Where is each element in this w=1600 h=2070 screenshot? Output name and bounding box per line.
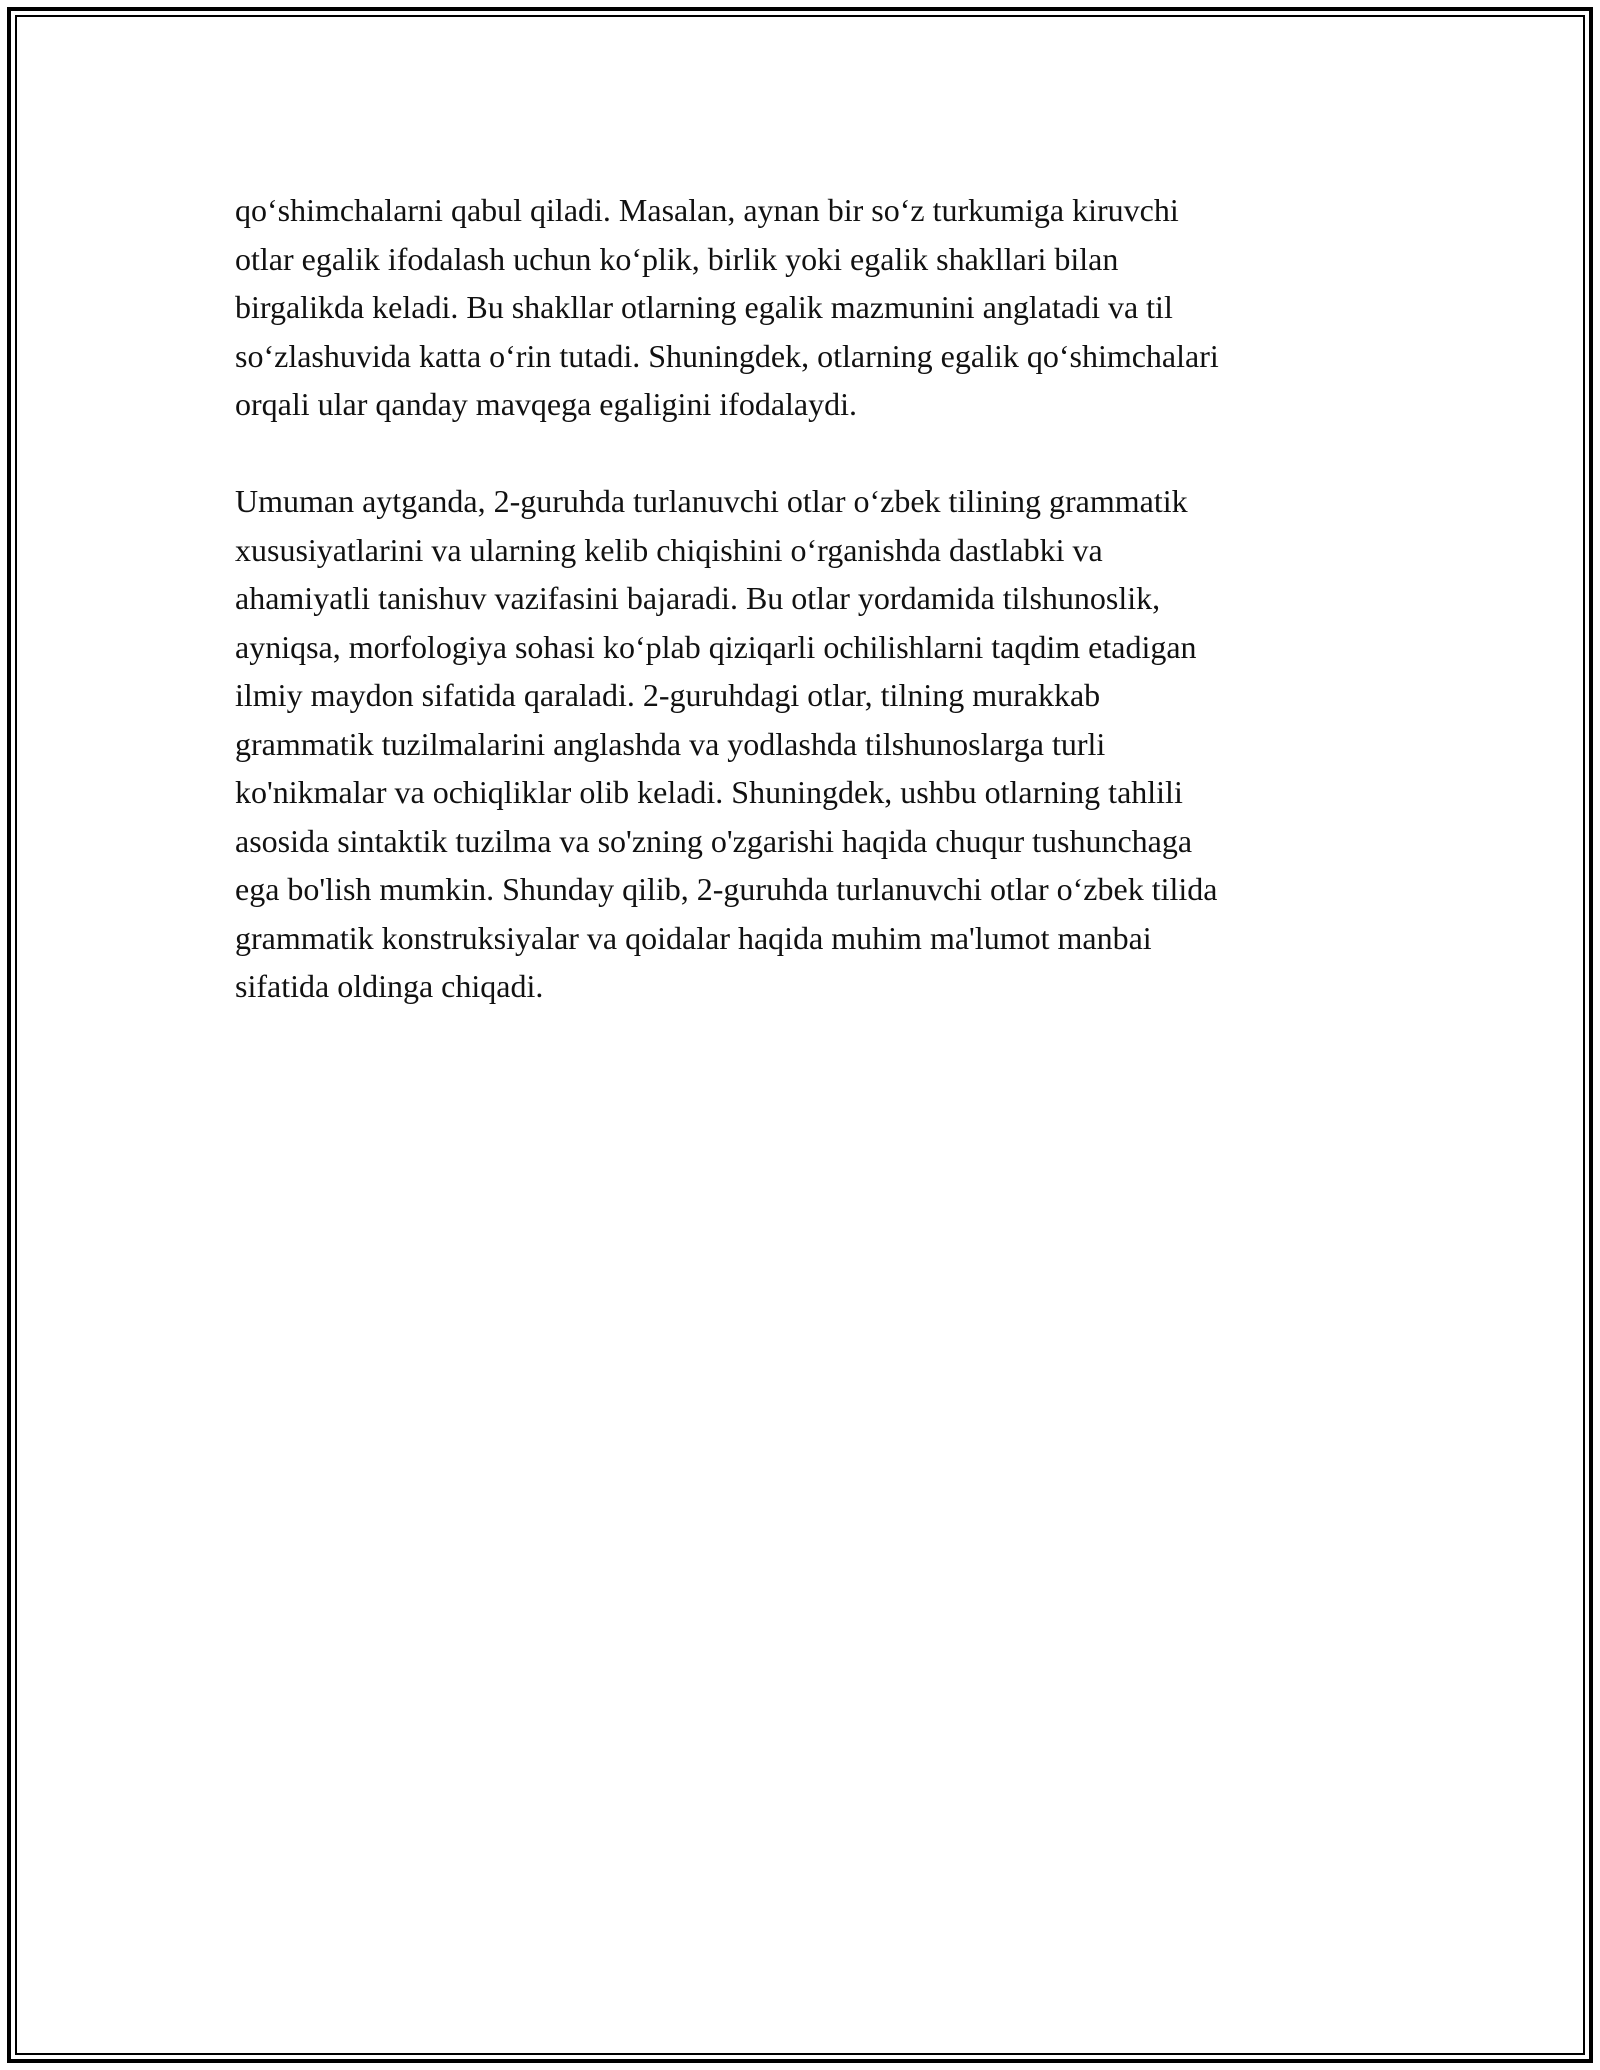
paragraph-2: Umuman aytganda, 2-guruhda turlanuvchi otlar o‘zbek tilining grammatik xususiyatlarini va ularning kelib chiqishini o‘rganishda dastlabki va ahamiyatli tanishuv vazifasini bajaradi. Bu otlar yordamida tilshunoslik, ayniqsa, morfologiya sohasi ko‘plab qiziqarli ochilishlarni taqdim etadigan ilmiy maydon sifatida qaraladi. 2-guruhdagi otlar, tilning murakkab grammatik tuzilmalarini anglashda va yodlashda tilshunoslarga turli ko'nikmalar va ochiqliklar olib keladi. Shuningdek, ushbu otlarning tahlili asosida sintaktik tuzilma va so'zning o'zgarishi haqida chuqur tushunchaga ega bo'lish mumkin. Shunday qilib, 2-guruhda turlanuvchi otlar o‘zbek tilida grammatik konstruksiyalar va qoidalar haqida muhim ma'lumot manbai sifatida oldinga chiqadi. (235, 483, 1218, 1004)
document-body (235, 186, 1385, 1059)
paragraph-1: qo‘shimchalarni qabul qiladi. Masalan, aynan bir so‘z turkumiga kiruvchi otlar egalik ifodalash uchun ko‘plik, birlik yoki egalik shakllari bilan birgalikda keladi. Bu shakllar otlarning egalik mazmunini anglatadi va til so‘zlashuvida katta o‘rin tutadi. Shuningdek, otlarning egalik qo‘shimchalari orqali ular qanday mavqega egaligini ifodalaydi. (235, 192, 1219, 422)
